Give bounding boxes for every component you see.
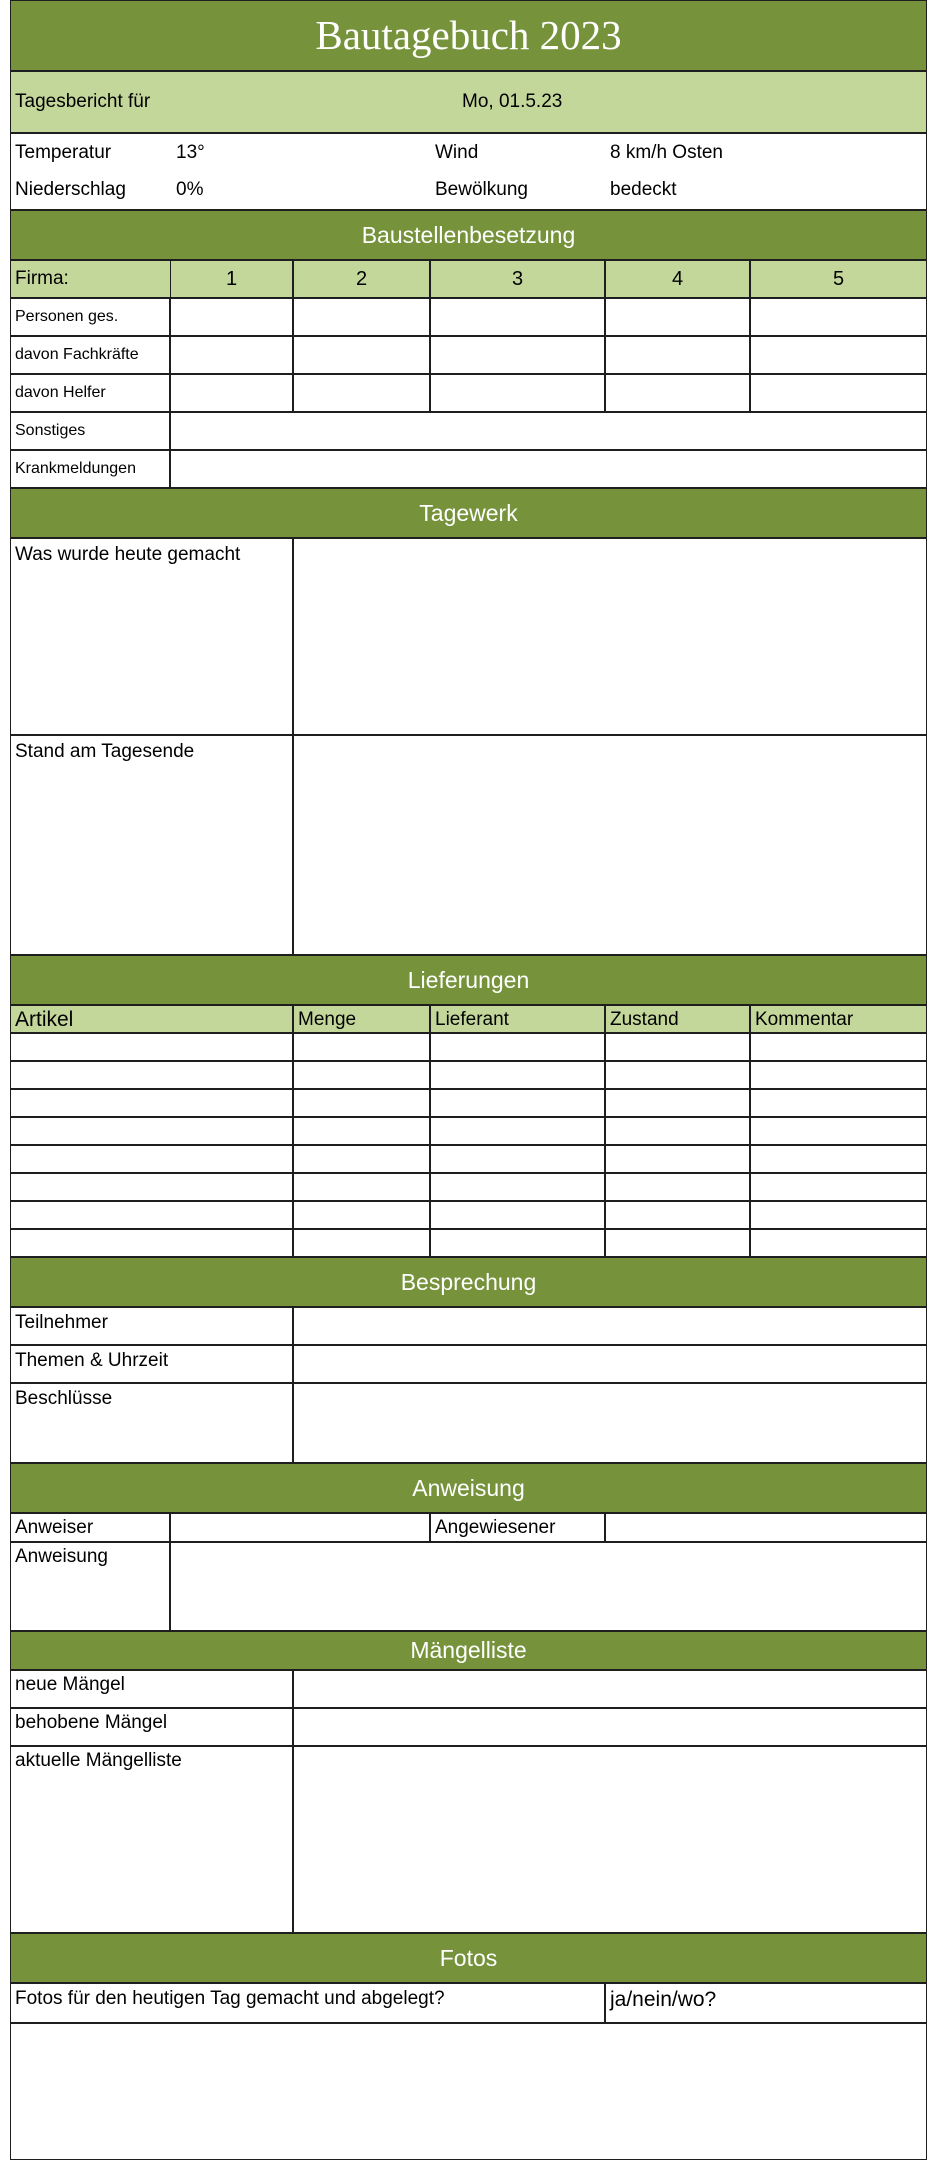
delivery-cell[interactable] bbox=[750, 1061, 927, 1089]
other-input[interactable] bbox=[170, 412, 927, 450]
delivery-cell[interactable] bbox=[293, 1145, 430, 1173]
delivery-cell[interactable] bbox=[605, 1145, 750, 1173]
photos-area[interactable] bbox=[10, 2023, 927, 2160]
delivery-cell[interactable] bbox=[10, 1117, 293, 1145]
staffing-cell[interactable] bbox=[750, 374, 927, 412]
delivery-cell[interactable] bbox=[430, 1061, 605, 1089]
issuer-label: Anweiser bbox=[15, 1517, 94, 1538]
delivery-cell[interactable] bbox=[293, 1173, 430, 1201]
delivery-cell[interactable] bbox=[430, 1033, 605, 1061]
delivery-cell[interactable] bbox=[750, 1089, 927, 1117]
fixed-defects-label: behobene Mängel bbox=[15, 1712, 168, 1733]
staffing-cell[interactable] bbox=[750, 336, 927, 374]
report-date-value[interactable]: Mo, 01.5.23 bbox=[462, 91, 563, 112]
deliveries-col-article: Artikel bbox=[15, 1008, 74, 1031]
firm-number-3: 3 bbox=[511, 268, 524, 290]
staffing-row-skilled-label: davon Fachkräfte bbox=[15, 346, 139, 363]
delivery-cell[interactable] bbox=[605, 1201, 750, 1229]
staffing-cell[interactable] bbox=[293, 336, 430, 374]
delivery-cell[interactable] bbox=[293, 1117, 430, 1145]
delivery-cell[interactable] bbox=[750, 1117, 927, 1145]
instruction-label: Anweisung bbox=[15, 1546, 108, 1567]
recipient-label: Angewiesener bbox=[435, 1517, 556, 1538]
page-title: Bautagebuch 2023 bbox=[315, 12, 622, 58]
decisions-input[interactable] bbox=[293, 1383, 927, 1463]
delivery-cell[interactable] bbox=[10, 1145, 293, 1173]
staffing-cell[interactable] bbox=[170, 298, 293, 336]
staffing-cell[interactable] bbox=[430, 336, 605, 374]
current-defects-input[interactable] bbox=[293, 1746, 927, 1933]
delivery-cell[interactable] bbox=[750, 1173, 927, 1201]
new-defects-label: neue Mängel bbox=[15, 1674, 125, 1695]
precipitation-value[interactable]: 0% bbox=[176, 179, 204, 200]
photos-heading: Fotos bbox=[439, 1945, 498, 1971]
clouds-value[interactable]: bedeckt bbox=[610, 179, 677, 200]
clouds-label: Bewölkung bbox=[435, 179, 528, 200]
delivery-cell[interactable] bbox=[750, 1201, 927, 1229]
photos-question-label: Fotos für den heutigen Tag gemacht und abgelegt? bbox=[15, 1988, 445, 2009]
delivery-cell[interactable] bbox=[750, 1145, 927, 1173]
delivery-cell[interactable] bbox=[605, 1061, 750, 1089]
staffing-cell[interactable] bbox=[170, 374, 293, 412]
staffing-cell[interactable] bbox=[605, 298, 750, 336]
work-done-input[interactable] bbox=[293, 538, 927, 735]
delivery-cell[interactable] bbox=[750, 1033, 927, 1061]
delivery-cell[interactable] bbox=[293, 1201, 430, 1229]
delivery-cell[interactable] bbox=[605, 1173, 750, 1201]
new-defects-input[interactable] bbox=[293, 1670, 927, 1708]
firm-number-1: 1 bbox=[225, 268, 238, 290]
current-defects-label: aktuelle Mängelliste bbox=[15, 1750, 182, 1771]
other-label: Sonstiges bbox=[15, 422, 86, 439]
participants-label: Teilnehmer bbox=[15, 1312, 108, 1333]
temperature-label: Temperatur bbox=[15, 142, 112, 163]
work-status-input[interactable] bbox=[293, 735, 927, 955]
delivery-cell[interactable] bbox=[10, 1173, 293, 1201]
meeting-heading: Besprechung bbox=[400, 1269, 537, 1295]
delivery-cell[interactable] bbox=[605, 1117, 750, 1145]
report-date-label: Tagesbericht für bbox=[15, 91, 151, 112]
decisions-label: Beschlüsse bbox=[15, 1388, 113, 1409]
construction-diary-sheet bbox=[10, 0, 927, 2160]
delivery-cell[interactable] bbox=[605, 1089, 750, 1117]
delivery-cell[interactable] bbox=[430, 1229, 605, 1257]
delivery-cell[interactable] bbox=[605, 1033, 750, 1061]
recipient-input[interactable] bbox=[605, 1513, 927, 1542]
delivery-cell[interactable] bbox=[10, 1061, 293, 1089]
photos-answer-hint: ja/nein/wo? bbox=[610, 1988, 717, 2011]
staffing-cell[interactable] bbox=[293, 298, 430, 336]
work-done-label: Was wurde heute gemacht bbox=[15, 544, 241, 565]
delivery-cell[interactable] bbox=[430, 1145, 605, 1173]
delivery-cell[interactable] bbox=[750, 1229, 927, 1257]
staffing-row-persons-label: Personen ges. bbox=[15, 308, 119, 325]
delivery-cell[interactable] bbox=[605, 1229, 750, 1257]
staffing-cell[interactable] bbox=[750, 298, 927, 336]
staffing-cell[interactable] bbox=[605, 374, 750, 412]
delivery-cell[interactable] bbox=[430, 1117, 605, 1145]
instruction-heading: Anweisung bbox=[412, 1475, 525, 1501]
delivery-cell[interactable] bbox=[10, 1229, 293, 1257]
staffing-row-helpers-label: davon Helfer bbox=[15, 384, 106, 401]
work-status-label-cell bbox=[10, 735, 293, 955]
delivery-cell[interactable] bbox=[293, 1061, 430, 1089]
issuer-input[interactable] bbox=[170, 1513, 430, 1542]
delivery-cell[interactable] bbox=[10, 1201, 293, 1229]
wind-value[interactable]: 8 km/h Osten bbox=[610, 142, 723, 163]
topics-input[interactable] bbox=[293, 1345, 927, 1383]
firm-number-4: 4 bbox=[671, 268, 684, 290]
delivery-cell[interactable] bbox=[10, 1089, 293, 1117]
participants-input[interactable] bbox=[293, 1307, 927, 1345]
deliveries-col-comment: Kommentar bbox=[755, 1009, 854, 1030]
defects-heading: Mängelliste bbox=[410, 1637, 527, 1663]
temperature-value[interactable]: 13° bbox=[176, 142, 205, 163]
staffing-cell[interactable] bbox=[605, 336, 750, 374]
staffing-cell[interactable] bbox=[430, 374, 605, 412]
sick-label: Krankmeldungen bbox=[15, 460, 136, 477]
work-heading: Tagewerk bbox=[419, 500, 518, 526]
firm-number-5: 5 bbox=[832, 268, 845, 290]
delivery-cell[interactable] bbox=[10, 1033, 293, 1061]
instruction-input[interactable] bbox=[170, 1542, 927, 1631]
delivery-cell[interactable] bbox=[430, 1089, 605, 1117]
wind-label: Wind bbox=[435, 142, 479, 163]
fixed-defects-input[interactable] bbox=[293, 1708, 927, 1746]
topics-label: Themen & Uhrzeit bbox=[15, 1350, 169, 1371]
precipitation-label: Niederschlag bbox=[15, 179, 126, 200]
delivery-cell[interactable] bbox=[430, 1201, 605, 1229]
delivery-cell[interactable] bbox=[293, 1033, 430, 1061]
deliveries-heading: Lieferungen bbox=[407, 967, 530, 993]
firm-number-2: 2 bbox=[355, 268, 368, 290]
delivery-cell[interactable] bbox=[293, 1229, 430, 1257]
deliveries-col-quantity: Menge bbox=[298, 1009, 357, 1030]
firm-label: Firma: bbox=[15, 268, 69, 289]
work-status-label: Stand am Tagesende bbox=[15, 741, 195, 762]
staffing-heading: Baustellenbesetzung bbox=[361, 222, 576, 248]
sick-input[interactable] bbox=[170, 450, 927, 488]
deliveries-col-condition: Zustand bbox=[610, 1009, 679, 1030]
staffing-cell[interactable] bbox=[170, 336, 293, 374]
delivery-cell[interactable] bbox=[293, 1089, 430, 1117]
delivery-cell[interactable] bbox=[430, 1173, 605, 1201]
deliveries-col-supplier: Lieferant bbox=[435, 1009, 509, 1030]
staffing-cell[interactable] bbox=[430, 298, 605, 336]
staffing-cell[interactable] bbox=[293, 374, 430, 412]
